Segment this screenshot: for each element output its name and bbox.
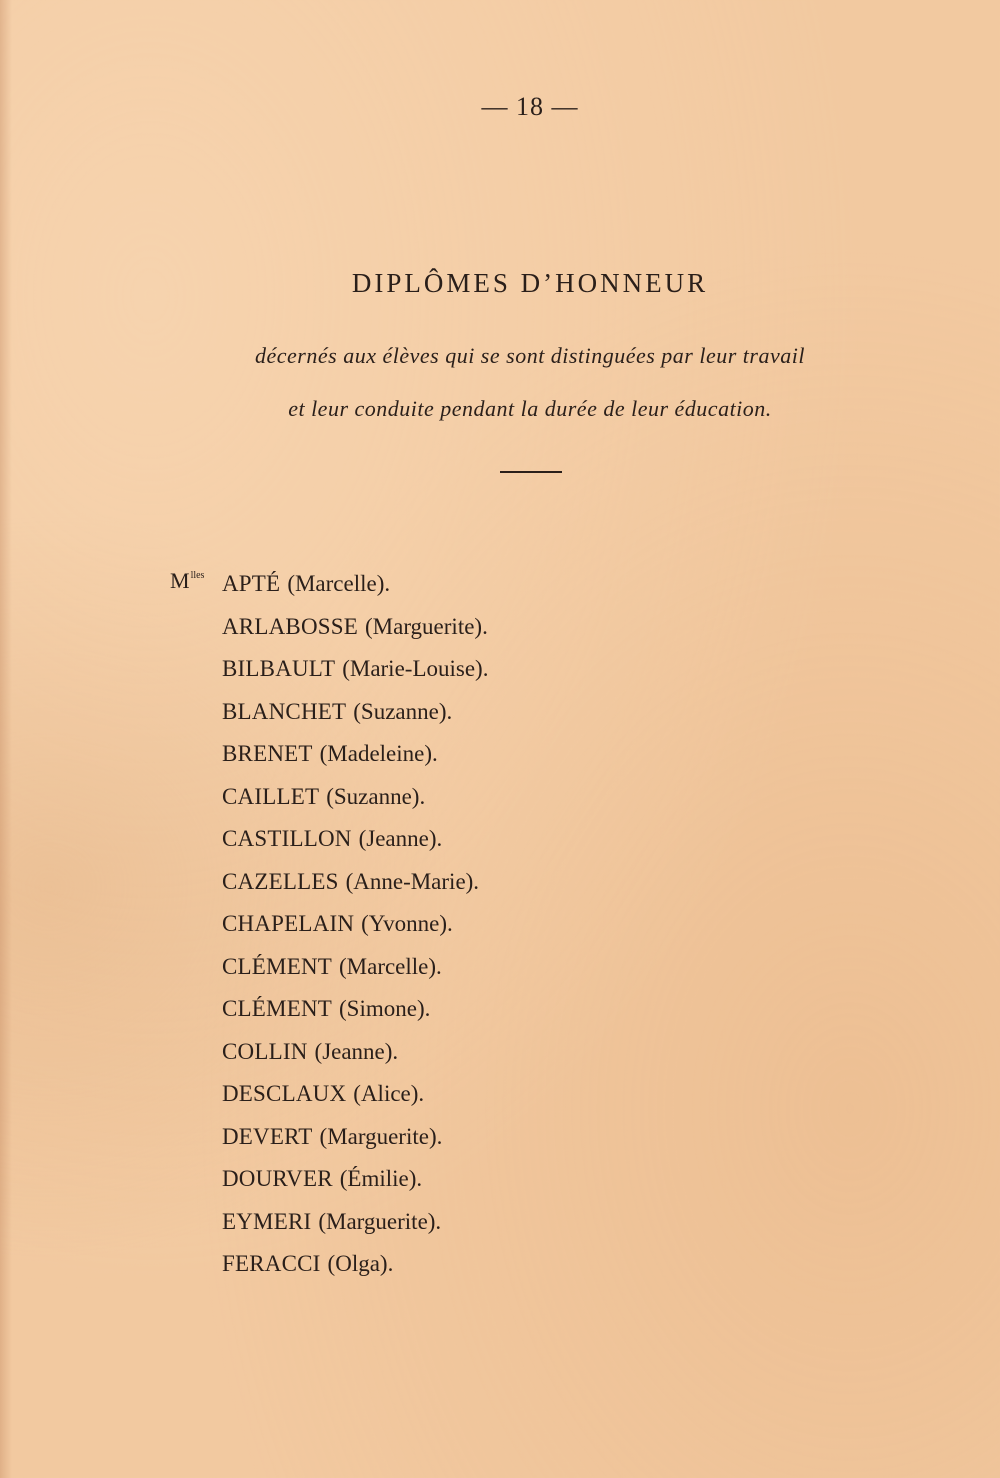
honoree-given-name: (Olga). — [327, 1251, 394, 1276]
honorific-superscript: lles — [190, 570, 205, 581]
honoree-entry — [222, 736, 488, 779]
honoree-given-name: (Madeleine). — [319, 741, 438, 766]
page-title: DIPLÔMES D’HONNEUR — [351, 268, 709, 298]
honoree-surname: EYMERI — [222, 1208, 312, 1234]
section-divider — [500, 471, 562, 473]
honoree-surname: CAZELLES — [222, 868, 339, 894]
honoree-given-name: (Marguerite). — [365, 613, 488, 639]
honoree-surname: CHAPELAIN — [222, 911, 355, 936]
honoree-given-name: (Yvonne). — [361, 911, 453, 936]
honoree-given-name: (Marguerite). — [319, 1123, 443, 1149]
honoree-given-name: (Anne-Marie). — [345, 868, 480, 894]
honoree-given-name: (Marcelle). — [339, 953, 442, 979]
honoree-given-name: (Marcelle). — [287, 571, 391, 596]
honoree-given-name: (Jeanne). — [314, 1038, 399, 1064]
page-edge-shadow — [0, 0, 12, 1478]
honoree-surname: CASTILLON — [222, 826, 352, 851]
honoree-given-name: (Simone). — [339, 996, 431, 1021]
honoree-surname: ARLABOSSE — [222, 613, 358, 639]
honoree-entry — [222, 1161, 488, 1204]
honoree-surname: COLLIN — [222, 1038, 308, 1064]
honorific-label — [170, 568, 204, 594]
honoree-entry — [222, 821, 488, 864]
honoree-entry — [222, 1246, 488, 1289]
page-number: — 18 — — [481, 92, 579, 121]
honoree-given-name: (Jeanne). — [358, 826, 443, 851]
honoree-entry — [222, 609, 488, 652]
honoree-surname: DESCLAUX — [222, 1081, 347, 1106]
honoree-entry — [222, 779, 488, 822]
honoree-entry — [222, 1119, 488, 1162]
honoree-entry — [222, 864, 488, 907]
honoree-given-name: (Marie-Louise). — [342, 656, 489, 681]
honoree-entry — [222, 949, 488, 992]
honoree-surname: APTÉ — [222, 571, 281, 596]
honoree-given-name: (Émilie). — [339, 1166, 423, 1191]
honoree-surname: BLANCHET — [222, 698, 347, 724]
honoree-entry — [222, 991, 488, 1034]
subtitle-line-2: et leur conduite pendant la durée de leur éducation. — [288, 396, 772, 421]
honoree-given-name: (Marguerite). — [318, 1208, 442, 1234]
honoree-given-name: (Suzanne). — [353, 698, 453, 724]
honoree-given-name: (Alice). — [353, 1081, 425, 1106]
honoree-entry — [222, 906, 488, 949]
subtitle-line-1: décernés aux élèves qui se sont distinguées par leur travail — [255, 343, 805, 368]
honoree-surname: CAILLET — [222, 783, 320, 809]
honorific-base: M — [170, 568, 190, 593]
honoree-entry — [222, 566, 488, 609]
honoree-surname: BRENET — [222, 741, 313, 766]
honoree-list — [222, 566, 488, 1289]
honoree-surname: CLÉMENT — [222, 996, 332, 1021]
honoree-entry — [222, 1076, 488, 1119]
honoree-given-name: (Suzanne). — [326, 783, 426, 809]
honoree-surname: DEVERT — [222, 1123, 313, 1149]
honoree-entry — [222, 1034, 488, 1077]
honoree-entry — [222, 651, 488, 694]
honoree-surname: CLÉMENT — [222, 953, 332, 979]
honoree-surname: BILBAULT — [222, 656, 336, 681]
honoree-surname: DOURVER — [222, 1166, 333, 1191]
honoree-entry — [222, 694, 488, 737]
honoree-entry — [222, 1204, 488, 1247]
honoree-surname: FERACCI — [222, 1251, 321, 1276]
